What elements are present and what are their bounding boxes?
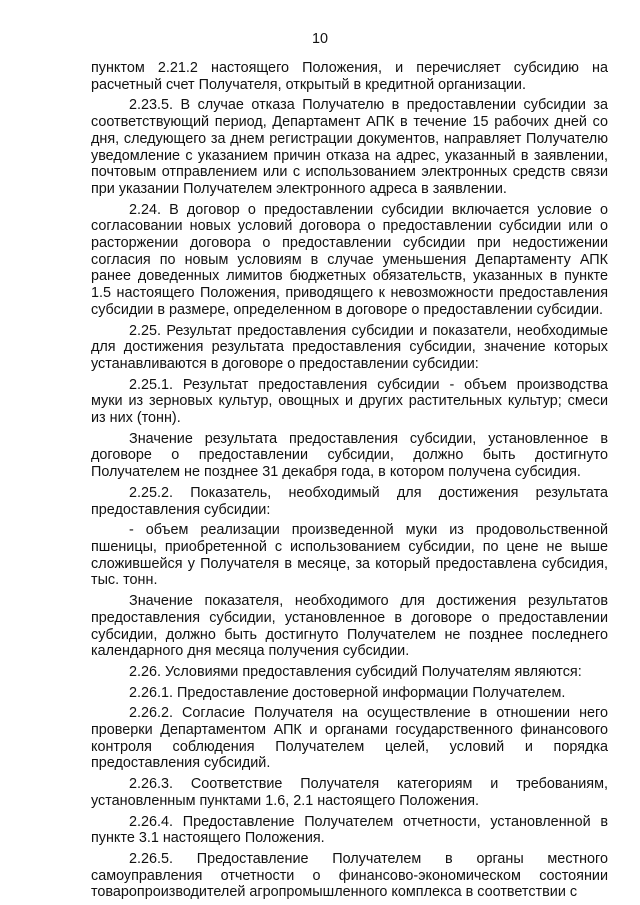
paragraph-2-25-2: 2.25.2. Показатель, необходимый для достижения результата предоставления субсидии: — [91, 484, 608, 518]
paragraph-indicator-item: - объем реализации произведенной муки из продовольственной пшеницы, приобретенной с использованием субсидии, по цене не выше сложившейся у Получателя в месяце, за который предоставлена субсидия, тыс. тонн. — [91, 522, 608, 589]
paragraph-2-23-5: 2.23.5. В случае отказа Получателю в предоставлении субсидии за соответствующий период, Департамент АПК в течение 15 рабочих дней со дня, следующего за днем регистрации документов, направляет Получателю уведомление с указанием причин отказа на адрес, указанный в заявлении, почтовым отправлением или с использованием электронных средств связи при указании Получателем электронного адреса в заявлении. — [91, 97, 608, 197]
paragraph-2-26-2: 2.26.2. Согласие Получателя на осуществление в отношении него проверки Департаментом АПК и органами государственного финансового контроля соблюдения Получателем целей, условий и порядка предоставления субсидий. — [91, 705, 608, 772]
paragraph-indicator-value: Значение показателя, необходимого для достижения результатов предоставления субсидии, установленное в договоре о предоставлении субсидии, должно быть достигнуто Получателем не позднее последнего календарного дня месяца получения субсидии. — [91, 593, 608, 660]
paragraph-2-26-5: 2.26.5. Предоставление Получателем в органы местного самоуправления отчетности о финансово-экономическом состоянии товаропроизводителей агропромышленного комплекса в соответствии с — [91, 850, 608, 901]
paragraph-2-23-4-continuation: пунктом 2.21.2 настоящего Положения, и перечисляет субсидию на расчетный счет Получателя, открытый в кредитной организации. — [91, 60, 608, 93]
paragraph-2-26-1: 2.26.1. Предоставление достоверной информации Получателем. — [129, 684, 566, 701]
paragraph-2-25: 2.25. Результат предоставления субсидии и показатели, необходимые для достижения результата предоставления субсидии, значение которых устанавливаются в договоре о предоставлении субсидии: — [91, 322, 608, 372]
paragraph-2-26-3: 2.26.3. Соответствие Получателя категориям и требованиям, установленным пунктами 1.6, 2.1 настоящего Положения. — [91, 776, 608, 809]
paragraph-2-26: 2.26. Условиями предоставления субсидий Получателям являются: — [129, 663, 582, 680]
paragraph-2-26-4: 2.26.4. Предоставление Получателем отчетности, установленной в пункте 3.1 настоящего Положения. — [91, 813, 608, 847]
paragraph-result-value: Значение результата предоставления субсидии, установленное в договоре о предоставлении субсидии, должно быть достигнуто Получателем не позднее 31 декабря года, в котором получена субсидия. — [91, 430, 608, 481]
document-body — [91, 60, 608, 901]
page-number: 10 — [311, 31, 328, 47]
paragraph-2-25-1: 2.25.1. Результат предоставления субсидии - объем производства муки из зерновых культур, овощных и других растительных культур; смеси из них (тонн). — [91, 376, 608, 427]
paragraph-2-24: 2.24. В договор о предоставлении субсидии включается условие о согласовании новых условий договора о предоставлении субсидии или о расторжении договора о предоставлении субсидии при недостижении согласия по новым условиям в случае уменьшения Департаменту АПК ранее доведенных лимитов бюджетных обязательств, указанных в пункте 1.5 настоящего Положения, приводящего к невозможности предоставления субсидии в размере, определенном в договоре о предоставлении субсидии. — [91, 201, 608, 318]
